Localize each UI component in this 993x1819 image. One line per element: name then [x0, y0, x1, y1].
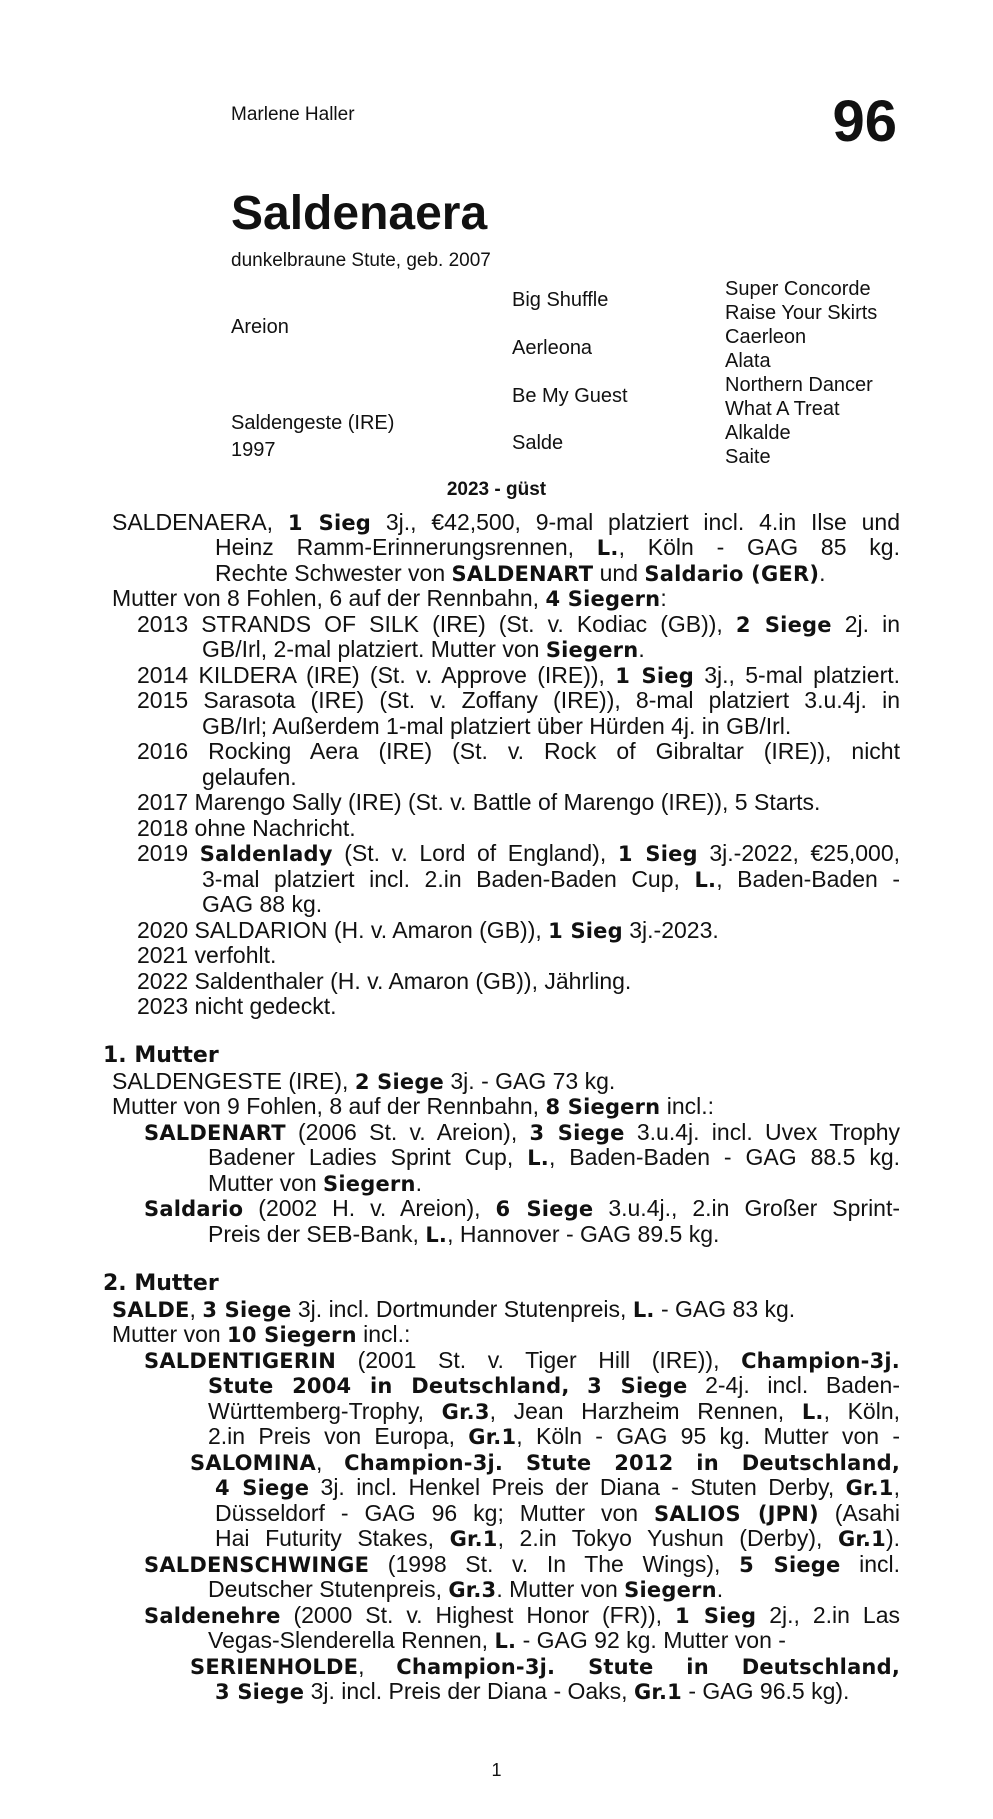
text-line: 4 Siege 3j. incl. Henkel Preis der Diana - Stuten Derby, Gr.1,: [215, 1474, 900, 1500]
pedigree-dam: Saldengeste (IRE): [231, 412, 395, 434]
text-line: 3 Siege 3j. incl. Preis der Diana - Oaks, Gr.1 - GAG 96.5 kg).: [215, 1678, 850, 1704]
text-line: 2018 ohne Nachricht.: [137, 815, 356, 841]
text-line: Saldenehre (2000 St. v. Highest Honor (FR)), 1 Sieg 2j., 2.in Las: [144, 1602, 900, 1628]
text-line: 2.in Preis von Europa, Gr.1, Köln - GAG 95 kg. Mutter von -: [208, 1423, 901, 1449]
text-line: SALDENART (2006 St. v. Areion), 3 Siege 3.u.4j. incl. Uvex Trophy: [144, 1119, 900, 1145]
section-heading: 1. Mutter: [103, 1043, 219, 1068]
text-line: Preis der SEB-Bank, L., Hannover - GAG 89.5 kg.: [208, 1221, 720, 1247]
text-line: GAG 88 kg.: [202, 891, 323, 917]
text-line: Rechte Schwester von SALDENART und Saldario (GER).: [215, 560, 826, 586]
text-line: SERIENHOLDE, Champion-3j. Stute in Deutschland,: [190, 1653, 900, 1679]
text-line: 2014 KILDERA (IRE) (St. v. Approve (IRE)), 1 Sieg 3j., 5-mal platziert.: [137, 662, 901, 688]
text-line: Mutter von 8 Fohlen, 6 auf der Rennbahn, 4 Siegern:: [112, 585, 667, 611]
pedigree-g3: Raise Your Skirts: [725, 302, 878, 324]
pedigree-dam-dam: Salde: [512, 432, 564, 454]
text-line: Vegas-Slenderella Rennen, L. - GAG 92 kg. Mutter von -: [208, 1627, 786, 1653]
text-line: Düsseldorf - GAG 96 kg; Mutter von SALIOS (JPN) (Asahi: [215, 1500, 900, 1526]
pedigree-sire-dam: Aerleona: [512, 337, 593, 359]
text-line: Heinz Ramm-Erinnerungsrennen, L., Köln - GAG 85 kg.: [215, 534, 900, 560]
pedigree-g3: Saite: [725, 446, 771, 468]
text-line: 2023 nicht gedeckt.: [137, 993, 337, 1019]
horse-name: Saldenaera: [231, 187, 488, 240]
pedigree-g3: Northern Dancer: [725, 374, 873, 396]
pedigree-g3: Caerleon: [725, 326, 807, 348]
text-line: 3-mal platziert incl. 2.in Baden-Baden Cup, L., Baden-Baden -: [202, 866, 900, 892]
text-line: Mutter von Siegern.: [208, 1170, 422, 1196]
text-line: Mutter von 9 Fohlen, 8 auf der Rennbahn, 8 Siegern incl.:: [112, 1093, 715, 1119]
horse-description: dunkelbraune Stute, geb. 2007: [231, 250, 491, 271]
text-line: SALDE, 3 Siege 3j. incl. Dortmunder Stutenpreis, L. - GAG 83 kg.: [112, 1296, 796, 1322]
section-heading: 2. Mutter: [103, 1271, 219, 1296]
text-line: Mutter von 10 Siegern incl.:: [112, 1321, 411, 1347]
page-number: 1: [491, 1760, 502, 1780]
lot-number: 96: [832, 89, 897, 154]
pedigree-g3: Super Concorde: [725, 278, 871, 300]
text-line: Württemberg-Trophy, Gr.3, Jean Harzheim Rennen, L., Köln,: [208, 1398, 901, 1424]
pedigree-sire: Areion: [231, 316, 289, 338]
text-line: Deutscher Stutenpreis, Gr.3. Mutter von Siegern.: [208, 1576, 724, 1602]
pedigree-g3: What A Treat: [725, 398, 840, 420]
pedigree-g3: Alkalde: [725, 422, 791, 444]
text-line: Saldario (2002 H. v. Areion), 6 Siege 3.u.4j., 2.in Großer Sprint-: [144, 1195, 901, 1221]
text-line: 2015 Sarasota (IRE) (St. v. Zoffany (IRE)), 8-mal platziert 3.u.4j. in: [137, 687, 900, 713]
text-line: Badener Ladies Sprint Cup, L., Baden-Baden - GAG 88.5 kg.: [208, 1144, 900, 1170]
text-line: 2013 STRANDS OF SILK (IRE) (St. v. Kodiac (GB)), 2 Siege 2j. in: [137, 611, 901, 637]
text-line: 2017 Marengo Sally (IRE) (St. v. Battle of Marengo (IRE)), 5 Starts.: [137, 789, 821, 815]
text-line: SALDENTIGERIN (2001 St. v. Tiger Hill (IRE)), Champion-3j.: [144, 1347, 900, 1373]
pedigree-dam-sire: Be My Guest: [512, 385, 628, 407]
text-line: SALDENAERA, 1 Sieg 3j., €42,500, 9-mal platziert incl. 4.in Ilse und: [112, 509, 901, 535]
owner-name: Marlene Haller: [231, 104, 355, 125]
pedigree-dam-year: 1997: [231, 439, 276, 461]
text-line: SALOMINA, Champion-3j. Stute 2012 in Deutschland,: [190, 1449, 901, 1475]
text-line: 2016 Rocking Aera (IRE) (St. v. Rock of Gibraltar (IRE)), nicht: [137, 738, 900, 764]
text-line: gelaufen.: [202, 764, 297, 790]
text-line: SALDENSCHWINGE (1998 St. v. In The Wings), 5 Siege incl.: [144, 1551, 901, 1577]
text-line: GB/Irl, 2-mal platziert. Mutter von Siegern.: [202, 636, 645, 662]
text-line: SALDENGESTE (IRE), 2 Siege 3j. - GAG 73 kg.: [112, 1068, 616, 1094]
text-line: 2020 SALDARION (H. v. Amaron (GB)), 1 Sieg 3j.-2023.: [137, 917, 719, 943]
season-status: 2023 - güst: [446, 479, 547, 500]
text-line: GB/Irl; Außerdem 1-mal platziert über Hürden 4j. in GB/Irl.: [202, 713, 792, 739]
text-line: 2022 Saldenthaler (H. v. Amaron (GB)), Jährling.: [137, 968, 632, 994]
text-line: 2019 Saldenlady (St. v. Lord of England), 1 Sieg 3j.-2022, €25,000,: [137, 840, 901, 866]
text-line: Stute 2004 in Deutschland, 3 Siege 2-4j. incl. Baden-: [208, 1372, 901, 1398]
pedigree-sire-sire: Big Shuffle: [512, 289, 609, 311]
pedigree-g3: Alata: [725, 350, 771, 372]
text-line: Hai Futurity Stakes, Gr.1, 2.in Tokyo Yushun (Derby), Gr.1).: [215, 1525, 900, 1551]
text-line: 2021 verfohlt.: [137, 942, 277, 968]
